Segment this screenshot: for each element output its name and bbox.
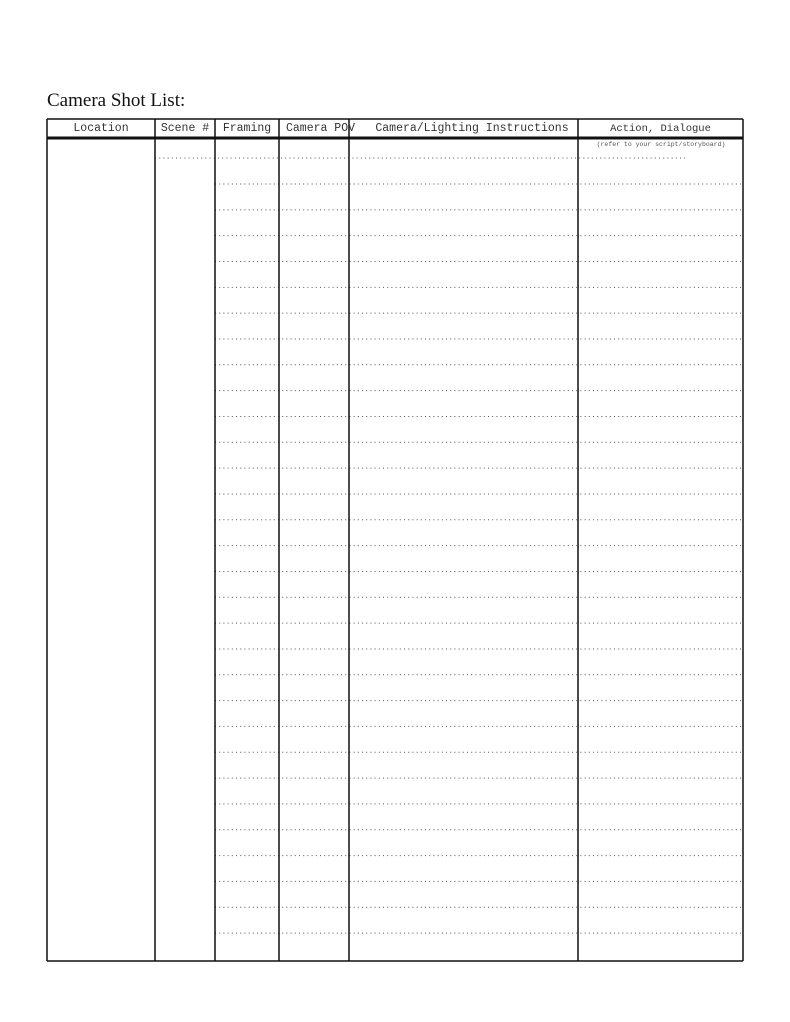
column-header-framing: Framing: [222, 122, 272, 135]
column-header-location: Location: [73, 122, 129, 135]
page-title: Camera Shot List:: [47, 90, 186, 111]
column-header-scene: Scene #: [160, 122, 210, 135]
column-header-camera-pov: Camera POV: [286, 122, 356, 135]
column-header-camera-lighting: Camera/Lighting Instructions: [375, 122, 569, 135]
column-header-action-dialogue: Action, Dialogue: [610, 123, 711, 135]
action-note: (refer to your script/storyboard): [596, 141, 726, 148]
